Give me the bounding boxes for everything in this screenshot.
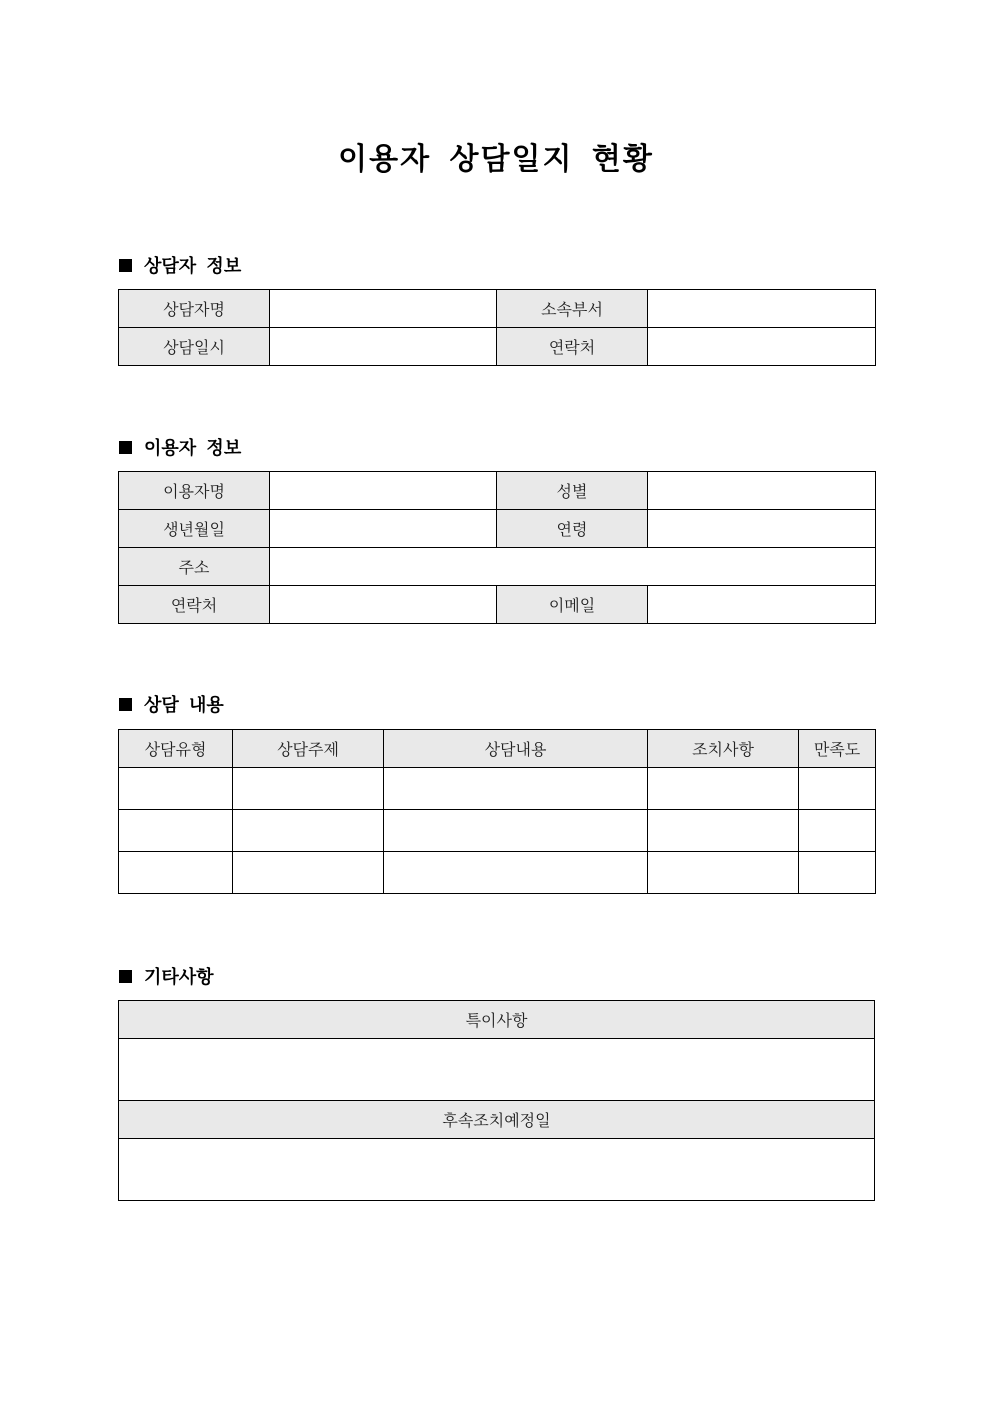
department-label: 소속부서: [497, 290, 648, 328]
counselor-contact-label: 연락처: [497, 328, 648, 366]
user-contact-field[interactable]: [270, 586, 497, 624]
gender-field[interactable]: [648, 472, 876, 510]
table-row: [119, 1039, 875, 1101]
column-header-content: 상담내용: [384, 730, 648, 768]
section-title: 이용자 정보: [144, 438, 242, 459]
table-cell[interactable]: [799, 810, 876, 852]
table-cell[interactable]: [233, 852, 384, 894]
table-cell[interactable]: [384, 852, 648, 894]
table-cell[interactable]: [384, 810, 648, 852]
email-field[interactable]: [648, 586, 876, 624]
other-notes-table: [118, 1000, 875, 1201]
table-row: [119, 328, 876, 366]
table-cell[interactable]: [119, 852, 233, 894]
special-notes-label: 특이사항: [119, 1001, 875, 1039]
section-heading-other: [119, 964, 214, 988]
table-row: [119, 290, 876, 328]
table-cell[interactable]: [648, 852, 799, 894]
column-header-topic: 상담주제: [233, 730, 384, 768]
table-row: [119, 586, 876, 624]
birthdate-field[interactable]: [270, 510, 497, 548]
counselor-info-table: [118, 289, 876, 366]
square-bullet-icon: [119, 970, 132, 983]
section-title: 기타사항: [144, 967, 214, 988]
section-title: 상담자 정보: [144, 256, 242, 277]
page-title: 이용자 상담일지 현황: [338, 142, 654, 177]
table-row: [119, 1001, 875, 1039]
table-cell[interactable]: [648, 768, 799, 810]
table-row: [119, 1101, 875, 1139]
address-field[interactable]: [270, 548, 876, 586]
section-title: 상담 내용: [144, 695, 224, 716]
table-row: [119, 472, 876, 510]
counselor-name-label: 상담자명: [119, 290, 270, 328]
counselor-name-field[interactable]: [270, 290, 497, 328]
table-row: [119, 548, 876, 586]
address-label: 주소: [119, 548, 270, 586]
table-cell[interactable]: [384, 768, 648, 810]
section-heading-user: [119, 435, 241, 459]
followup-date-field[interactable]: [119, 1139, 875, 1201]
column-header-action: 조치사항: [648, 730, 799, 768]
followup-date-label: 후속조치예정일: [119, 1101, 875, 1139]
birthdate-label: 생년월일: [119, 510, 270, 548]
table-cell[interactable]: [799, 768, 876, 810]
table-cell[interactable]: [799, 852, 876, 894]
user-contact-label: 연락처: [119, 586, 270, 624]
square-bullet-icon: [119, 259, 132, 272]
table-cell[interactable]: [233, 768, 384, 810]
user-name-field[interactable]: [270, 472, 497, 510]
table-row: [119, 768, 876, 810]
consult-datetime-field[interactable]: [270, 328, 497, 366]
table-header-row: [119, 730, 876, 768]
table-cell[interactable]: [233, 810, 384, 852]
age-label: 연령: [497, 510, 648, 548]
user-info-table: [118, 471, 876, 624]
gender-label: 성별: [497, 472, 648, 510]
table-row: [119, 510, 876, 548]
age-field[interactable]: [648, 510, 876, 548]
table-row: [119, 1139, 875, 1201]
email-label: 이메일: [497, 586, 648, 624]
table-cell[interactable]: [119, 810, 233, 852]
square-bullet-icon: [119, 441, 132, 454]
counselor-contact-field[interactable]: [648, 328, 876, 366]
table-row: [119, 810, 876, 852]
consult-content-table: [118, 729, 876, 894]
consult-datetime-label: 상담일시: [119, 328, 270, 366]
section-heading-counselor: [119, 253, 241, 277]
table-cell[interactable]: [119, 768, 233, 810]
user-name-label: 이용자명: [119, 472, 270, 510]
section-heading-consult: [119, 692, 224, 716]
column-header-type: 상담유형: [119, 730, 233, 768]
department-field[interactable]: [648, 290, 876, 328]
special-notes-field[interactable]: [119, 1039, 875, 1101]
square-bullet-icon: [119, 698, 132, 711]
column-header-satisfaction: 만족도: [799, 730, 876, 768]
table-row: [119, 852, 876, 894]
table-cell[interactable]: [648, 810, 799, 852]
